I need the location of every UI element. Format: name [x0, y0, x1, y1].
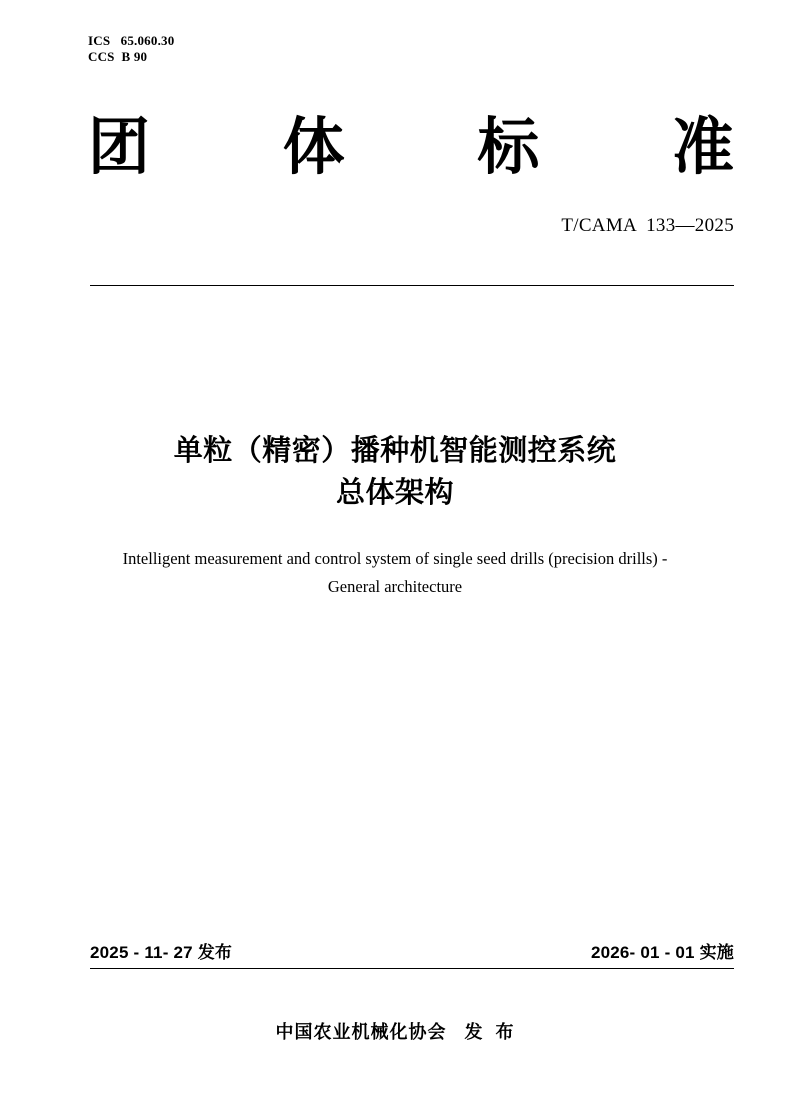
document-title-line-2: 总体架构 — [335, 477, 454, 509]
document-subtitle-line-2: General architecture — [327, 577, 463, 596]
header-divider — [90, 285, 734, 286]
publisher-name: 中国农业机械化协会 发 布 — [275, 1022, 515, 1042]
banner-char-1: 团 — [88, 113, 151, 182]
banner-title — [88, 112, 734, 184]
banner-char-2: 体 — [282, 113, 345, 182]
document-subtitle-english — [95, 545, 695, 601]
issue-date: 2025 - 11- 27 发布 — [90, 943, 233, 962]
ics-code: ICS 65.060.30 — [88, 33, 175, 48]
classification-codes — [88, 33, 174, 65]
effective-date: 2026- 01 - 01 实施 — [590, 943, 734, 962]
dates-row — [90, 938, 734, 963]
banner-char-3: 标 — [477, 113, 540, 182]
document-title — [0, 430, 790, 514]
document-title-line-1: 单粒（精密）播种机智能测控系统 — [173, 435, 617, 467]
ccs-code: CCS B 90 — [88, 49, 148, 64]
banner-char-4: 准 — [671, 113, 734, 182]
document-subtitle-line-1: Intelligent measurement and control system of single seed drills (precision drills) - — [122, 549, 668, 568]
standard-number: T/CAMA 133—2025 — [561, 215, 734, 236]
footer-divider — [90, 968, 734, 969]
